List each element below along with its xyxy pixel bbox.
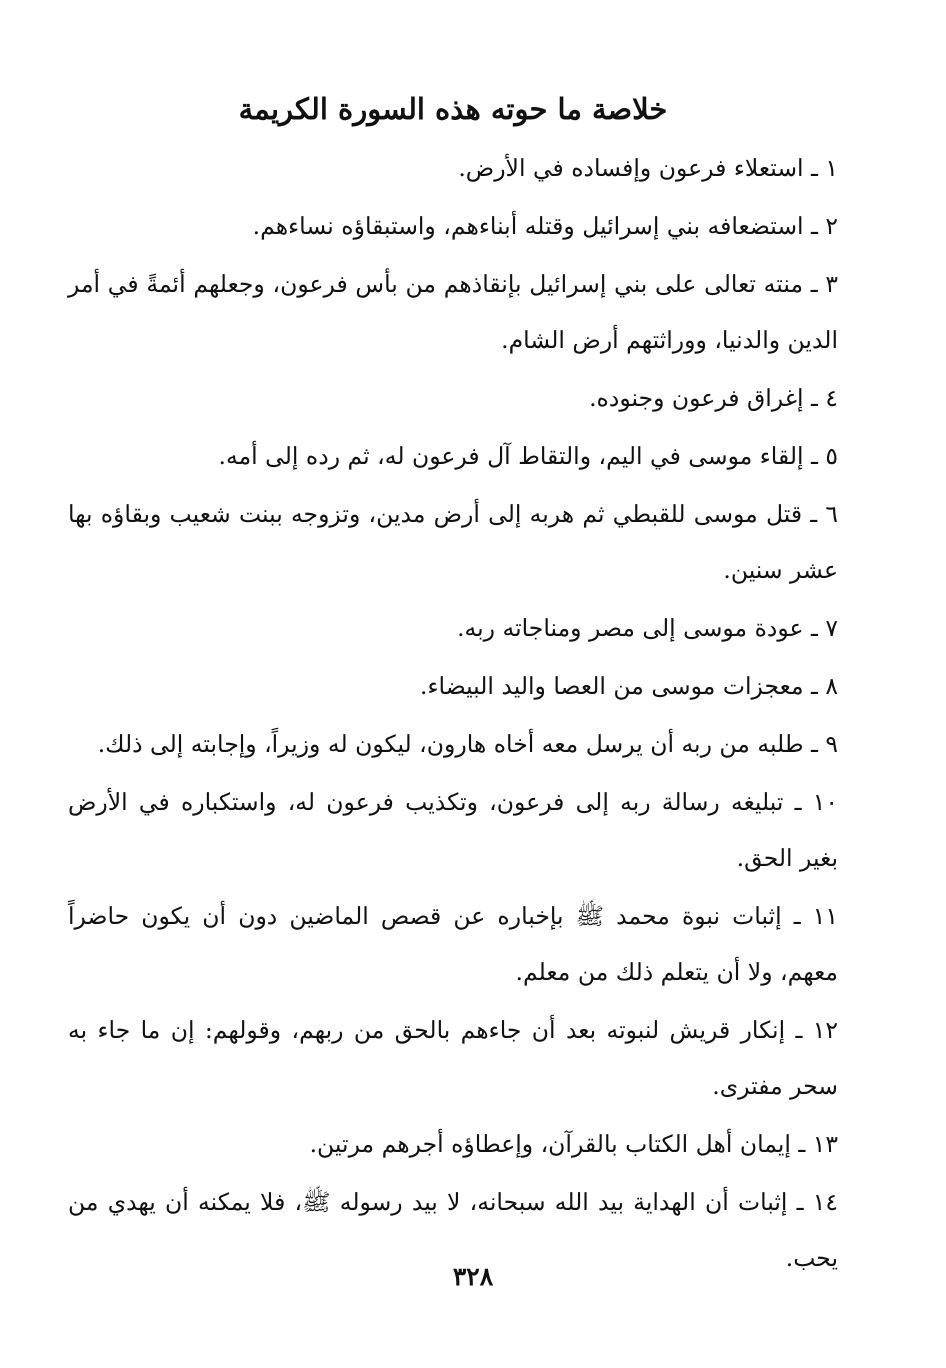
list-item: ٢ ـ استضعافه بني إسرائيل وقتله أبناءهم، واستبقاؤه نساءهم. bbox=[252, 212, 838, 240]
list-item: ٦ ـ قتل موسى للقبطي ثم هربه إلى أرض مدين، وتزوجه ببنت شعيب وبقاؤه بها عشر سنين. bbox=[68, 500, 838, 584]
list-item: ٣ ـ منته تعالى على بني إسرائيل بإنقاذهم من بأس فرعون، وجعلهم أئمةً في أمر الدين والدنيا، ووراثتهم أرض الشام. bbox=[68, 270, 838, 354]
list-item: ١٣ ـ إيمان أهل الكتاب بالقرآن، وإعطاؤه أجرهم مرتين. bbox=[309, 1130, 838, 1158]
list-item: ١٤ ـ إثبات أن الهداية بيد الله سبحانه، لا بيد رسوله ﷺ، فلا يمكنه أن يهدي من يحب. bbox=[68, 1188, 838, 1272]
list-item: ١ ـ استعلاء فرعون وإفساده في الأرض. bbox=[458, 154, 838, 182]
list-item: ٧ ـ عودة موسى إلى مصر ومناجاته ربه. bbox=[457, 614, 838, 642]
list-item: ٥ ـ إلقاء موسى في اليم، والتقاط آل فرعون له، ثم رده إلى أمه. bbox=[218, 442, 838, 470]
list-item: ١١ ـ إثبات نبوة محمد ﷺ بإخباره عن قصص الماضين دون أن يكون حاضراً معهم، ولا أن يتعلم ذلك من معلم. bbox=[68, 902, 838, 986]
list-item: ١٠ ـ تبليغه رسالة ربه إلى فرعون، وتكذيب فرعون له، واستكباره في الأرض بغير الحق. bbox=[68, 788, 838, 872]
list-item: ٨ ـ معجزات موسى من العصا واليد البيضاء. bbox=[420, 672, 838, 700]
list-item: ٩ ـ طلبه من ربه أن يرسل معه أخاه هارون، ليكون له وزيراً، وإجابته إلى ذلك. bbox=[97, 730, 838, 758]
list-item: ٤ ـ إغراق فرعون وجنوده. bbox=[589, 384, 838, 412]
list-item: ١٢ ـ إنكار قريش لنبوته بعد أن جاءهم بالحق من ربهم، وقولهم: إن ما جاء به سحر مفترى. bbox=[68, 1016, 838, 1100]
summary-list bbox=[68, 140, 838, 1286]
page-title: خلاصة ما حوته هذه السورة الكريمة bbox=[238, 92, 668, 126]
page-number: ٣٢٨ bbox=[452, 1262, 494, 1291]
